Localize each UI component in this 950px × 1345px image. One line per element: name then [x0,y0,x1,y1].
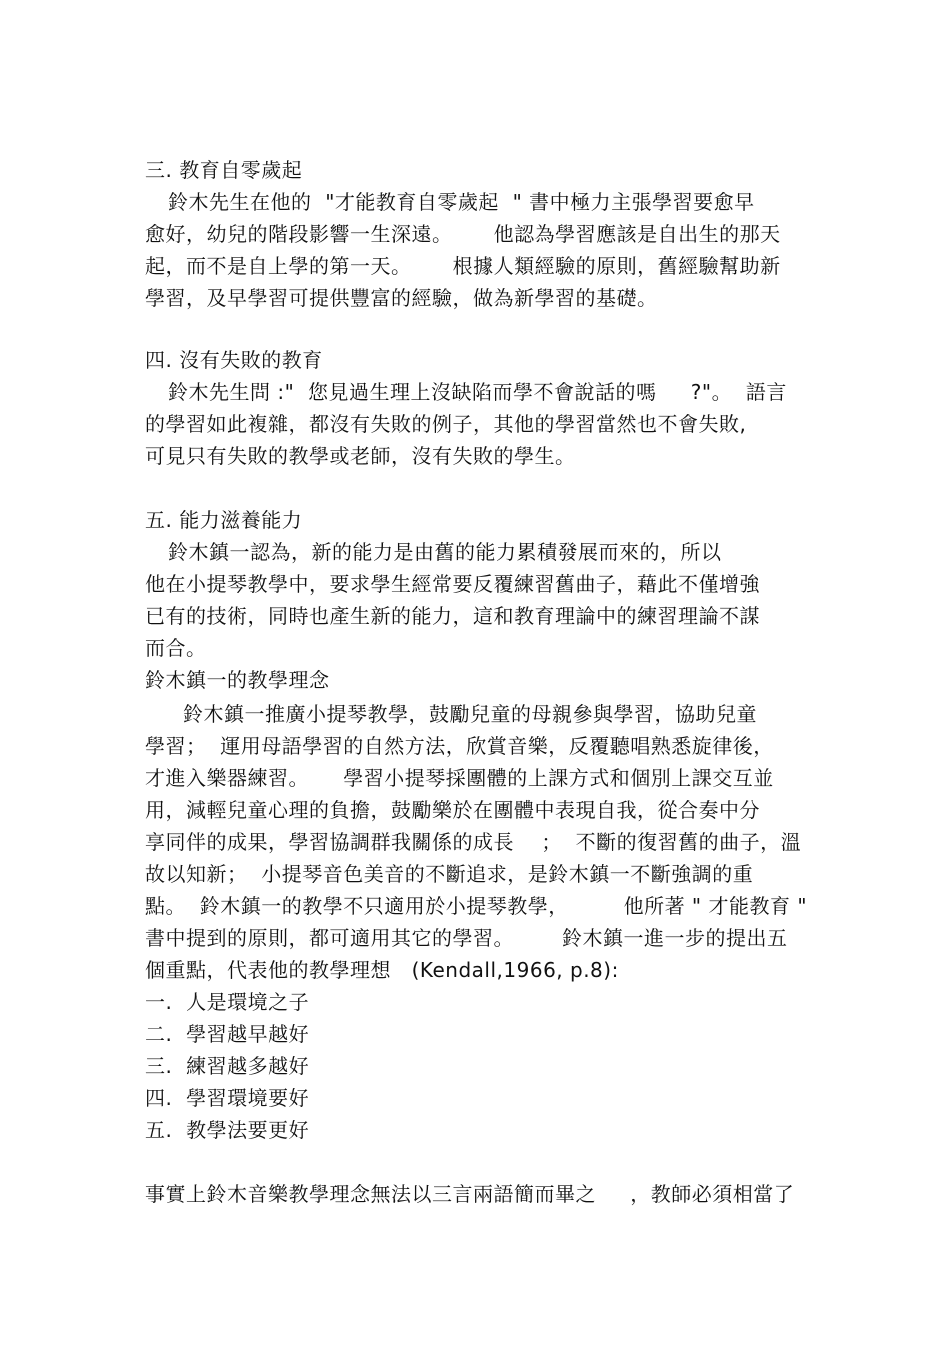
paragraph-line: 才進入樂器練習。 學習小提琴採團體的上課方式和個別上課交互並 [145,766,774,790]
list-item: 一. 人是環境之子 [145,990,310,1014]
paragraph-line: 點。 鈴木鎮一的教學不只適用於小提琴教學， 他所著 " 才能教育 " [145,894,808,918]
paragraph-line: 故以知新； 小提琴音色美音的不斷追求，是鈴木鎮一不斷強調的重 [145,862,754,886]
section-heading: 五. 能力滋養能力 [145,508,303,532]
paragraph-line: 起，而不是自上學的第一天。 根據人類經驗的原則，舊經驗幫助新 [145,254,781,278]
paragraph-line: 書中提到的原則，都可適用其它的學習。 鈴木鎮一進一步的提出五 [145,926,788,950]
paragraph-line: 個重點，代表他的教學理想 (Kendall,1966, p.8): [145,958,619,982]
list-item: 五. 教學法要更好 [145,1118,310,1142]
paragraph-line: 學習，及早學習可提供豐富的經驗，做為新學習的基礎。 [145,286,658,310]
paragraph-line: 而合。 [145,636,207,660]
list-item: 二. 學習越早越好 [145,1022,310,1046]
paragraph-line: 他在小提琴教學中，要求學生經常要反覆練習舊曲子，藉此不僅增強 [145,572,760,596]
section-heading: 四. 沒有失敗的教育 [145,348,323,372]
paragraph-line: 鈴木先生問 :" 您見過生理上沒缺陷而學不會說話的嗎 ?"。 語言 [168,380,787,404]
paragraph-line: 用，減輕兒童心理的負擔，鼓勵樂於在團體中表現自我，從合奏中分 [145,798,760,822]
section-heading: 鈴木鎮一的教學理念 [145,668,330,692]
list-item: 三. 練習越多越好 [145,1054,310,1078]
paragraph-line: 愈好，幼兒的階段影響一生深遠。 他認為學習應該是自出生的那天 [145,222,781,246]
list-item: 四. 學習環境要好 [145,1086,310,1110]
paragraph-line: 鈴木鎮一推廣小提琴教學，鼓勵兒童的母親參與學習，協助兒童 [183,702,757,726]
paragraph-line: 事實上鈴木音樂教學理念無法以三言兩語簡而畢之 ，教師必須相當了 [145,1182,795,1206]
paragraph-line: 可見只有失敗的教學或老師，沒有失敗的學生。 [145,444,576,468]
paragraph-line: 鈴木先生在他的 "才能教育自零歲起 " 書中極力主張學習要愈早 [168,190,755,214]
paragraph-line: 享同伴的成果，學習協調群我關係的成長 ； 不斷的復習舊的曲子，溫 [145,830,802,854]
paragraph-line: 已有的技術，同時也產生新的能力，這和教育理論中的練習理論不謀 [145,604,760,628]
section-heading: 三. 教育自零歲起 [145,158,303,182]
paragraph-line: 學習； 運用母語學習的自然方法，欣賞音樂，反覆聽唱熟悉旋律後， [145,734,774,758]
paragraph-line: 鈴木鎮一認為，新的能力是由舊的能力累積發展而來的，所以 [168,540,722,564]
paragraph-line: 的學習如此複雜，都沒有失敗的例子，其他的學習當然也不會失敗, [145,412,747,436]
